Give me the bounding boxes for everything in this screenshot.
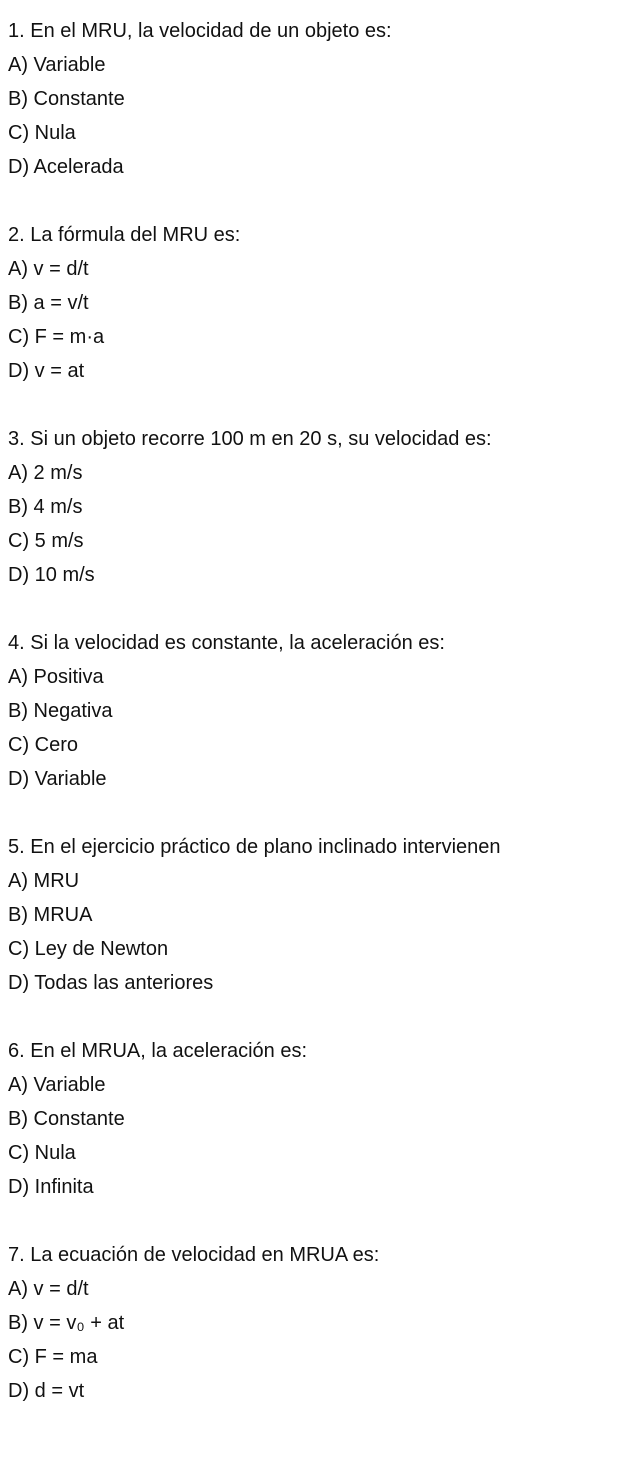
question-prompt: 3. Si un objeto recorre 100 m en 20 s, su velocidad es:	[8, 428, 492, 450]
option-c: C) Ley de Newton	[8, 938, 169, 960]
question-3	[8, 422, 638, 592]
option-c: C) F = m·a	[8, 326, 105, 348]
option-c: C) Nula	[8, 122, 76, 144]
question-prompt: 1. En el MRU, la velocidad de un objeto es:	[8, 20, 392, 42]
question-7	[8, 1238, 638, 1408]
option-d: D) d = vt	[8, 1380, 85, 1402]
option-a: A) MRU	[8, 870, 80, 892]
question-6	[8, 1034, 638, 1204]
question-2	[8, 218, 638, 388]
option-c: C) F = ma	[8, 1346, 98, 1368]
option-a: A) Positiva	[8, 666, 104, 688]
option-d: D) Variable	[8, 768, 107, 790]
option-d: D) 10 m/s	[8, 564, 95, 586]
question-5	[8, 830, 638, 1000]
question-prompt: 2. La fórmula del MRU es:	[8, 224, 241, 246]
quiz-document	[8, 14, 638, 1442]
option-b: B) MRUA	[8, 904, 93, 926]
option-d: D) v = at	[8, 360, 85, 382]
option-b: B) a = v/t	[8, 292, 89, 314]
option-a: A) v = d/t	[8, 258, 89, 280]
option-d: D) Acelerada	[8, 156, 124, 178]
option-d: D) Todas las anteriores	[8, 972, 214, 994]
option-b: B) Negativa	[8, 700, 113, 722]
question-prompt: 4. Si la velocidad es constante, la aceleración es:	[8, 632, 445, 654]
option-b: B) Constante	[8, 1108, 125, 1130]
question-4	[8, 626, 638, 796]
option-a: A) Variable	[8, 1074, 106, 1096]
question-1	[8, 14, 638, 184]
question-prompt: 7. La ecuación de velocidad en MRUA es:	[8, 1244, 380, 1266]
option-b: B) Constante	[8, 88, 125, 110]
question-prompt: 5. En el ejercicio práctico de plano inclinado intervienen	[8, 836, 501, 858]
option-b: B) v = v₀ + at	[8, 1312, 125, 1334]
option-c: C) Cero	[8, 734, 79, 756]
option-a: A) 2 m/s	[8, 462, 83, 484]
option-a: A) v = d/t	[8, 1278, 89, 1300]
option-c: C) Nula	[8, 1142, 76, 1164]
option-a: A) Variable	[8, 54, 106, 76]
option-b: B) 4 m/s	[8, 496, 83, 518]
question-prompt: 6. En el MRUA, la aceleración es:	[8, 1040, 308, 1062]
option-c: C) 5 m/s	[8, 530, 84, 552]
option-d: D) Infinita	[8, 1176, 94, 1198]
